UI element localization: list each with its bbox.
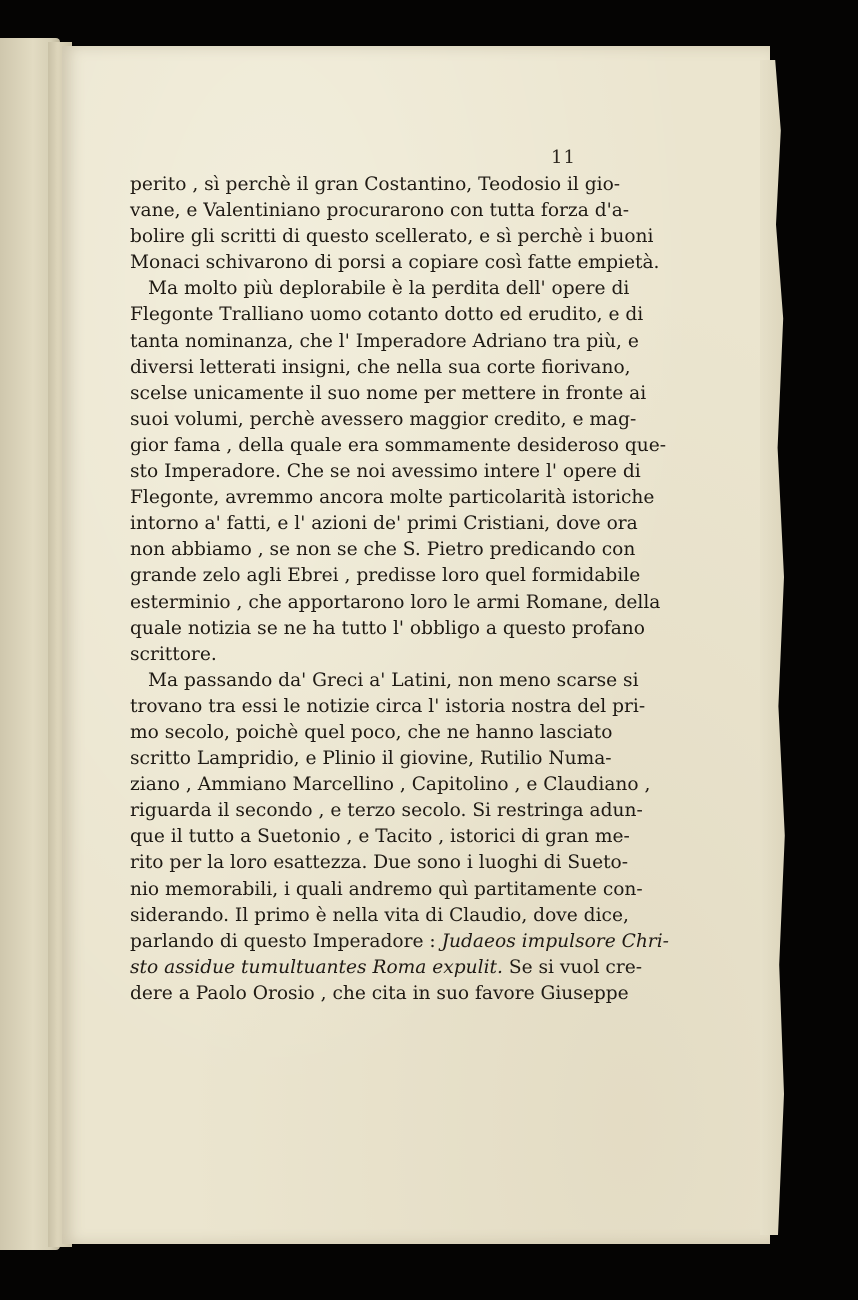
text-line: Ma molto più deplorabile è la perdita dell' opere di: [148, 278, 630, 300]
text-line: trovano tra essi le notizie circa l' istoria nostra del pri-: [130, 695, 646, 717]
text-line: Ma passando da' Greci a' Latini, non meno scarse si: [148, 669, 639, 691]
text-line: gior fama , della quale era sommamente desideroso que-: [130, 434, 667, 456]
text-line: nio memorabili, i quali andremo quì partitamente con-: [130, 878, 643, 900]
text-line: quale notizia se ne ha tutto l' obbligo a questo profano: [130, 617, 645, 639]
text-segment: parlando di questo Imperadore :: [130, 930, 442, 952]
text-line: rito per la loro esattezza. Due sono i luoghi di Sueto-: [130, 852, 629, 874]
text-line: diversi letterati insigni, che nella sua corte fiorivano,: [130, 356, 631, 378]
text-line: ziano , Ammiano Marcellino , Capitolino , e Claudiano ,: [130, 774, 651, 796]
text-line: non abbiamo , se non se che S. Pietro predicando con: [130, 539, 636, 561]
text-line: [130, 955, 643, 981]
text-line: scritto Lampridio, e Plinio il giovine, Rutilio Numa-: [130, 748, 612, 770]
text-line: suoi volumi, perchè avessero maggior credito, e mag-: [130, 408, 637, 430]
text-line: [130, 929, 669, 955]
text-line: perito , sì perchè il gran Costantino, Teodosio il gio-: [130, 174, 621, 195]
page-number: 11: [551, 147, 576, 168]
latin-quotation: Judaeos impulsore Chri-: [441, 930, 669, 952]
text-line: intorno a' fatti, e l' azioni de' primi Cristiani, dove ora: [130, 513, 638, 535]
text-line: mo secolo, poichè quel poco, che ne hanno lasciato: [130, 721, 613, 743]
text-line: que il tutto a Suetonio , e Tacito , istorici di gran me-: [130, 826, 630, 848]
text-line: riguarda il secondo , e terzo secolo. Si restringa adun-: [130, 800, 643, 822]
text-line: scelse unicamente il suo nome per mettere in fronte ai: [130, 382, 647, 404]
text-line: scrittore.: [130, 643, 217, 665]
body-text: [130, 172, 669, 1007]
text-line: Flegonte, avremmo ancora molte particolarità istoriche: [130, 487, 655, 509]
text-line: dere a Paolo Orosio , che cita in suo favore Giuseppe: [130, 982, 629, 1004]
text-line: sto Imperadore. Che se noi avessimo intere l' opere di: [130, 461, 641, 483]
text-line: esterminio , che apportarono loro le armi Romane, della: [130, 591, 661, 613]
text-segment: Se si vuol cre-: [502, 956, 643, 978]
text-line: siderando. Il primo è nella vita di Claudio, dove dice,: [130, 904, 629, 926]
text-line: vane, e Valentiniano procurarono con tutta forza d'a-: [130, 200, 630, 222]
text-line: bolire gli scritti di questo scellerato, e sì perchè i buoni: [130, 226, 654, 248]
text-line: Flegonte Tralliano uomo cotanto dotto ed erudito, e di: [130, 304, 644, 326]
page-deckle-edge: [760, 60, 800, 1235]
text-line: grande zelo agli Ebrei , predisse loro quel formidabile: [130, 565, 641, 587]
latin-quotation: sto assidue tumultuantes Roma expulit.: [130, 956, 503, 978]
text-line: Monaci schivarono di porsi a copiare così fatte empietà.: [130, 252, 660, 274]
text-line: tanta nominanza, che l' Imperadore Adriano tra più, e: [130, 330, 639, 352]
